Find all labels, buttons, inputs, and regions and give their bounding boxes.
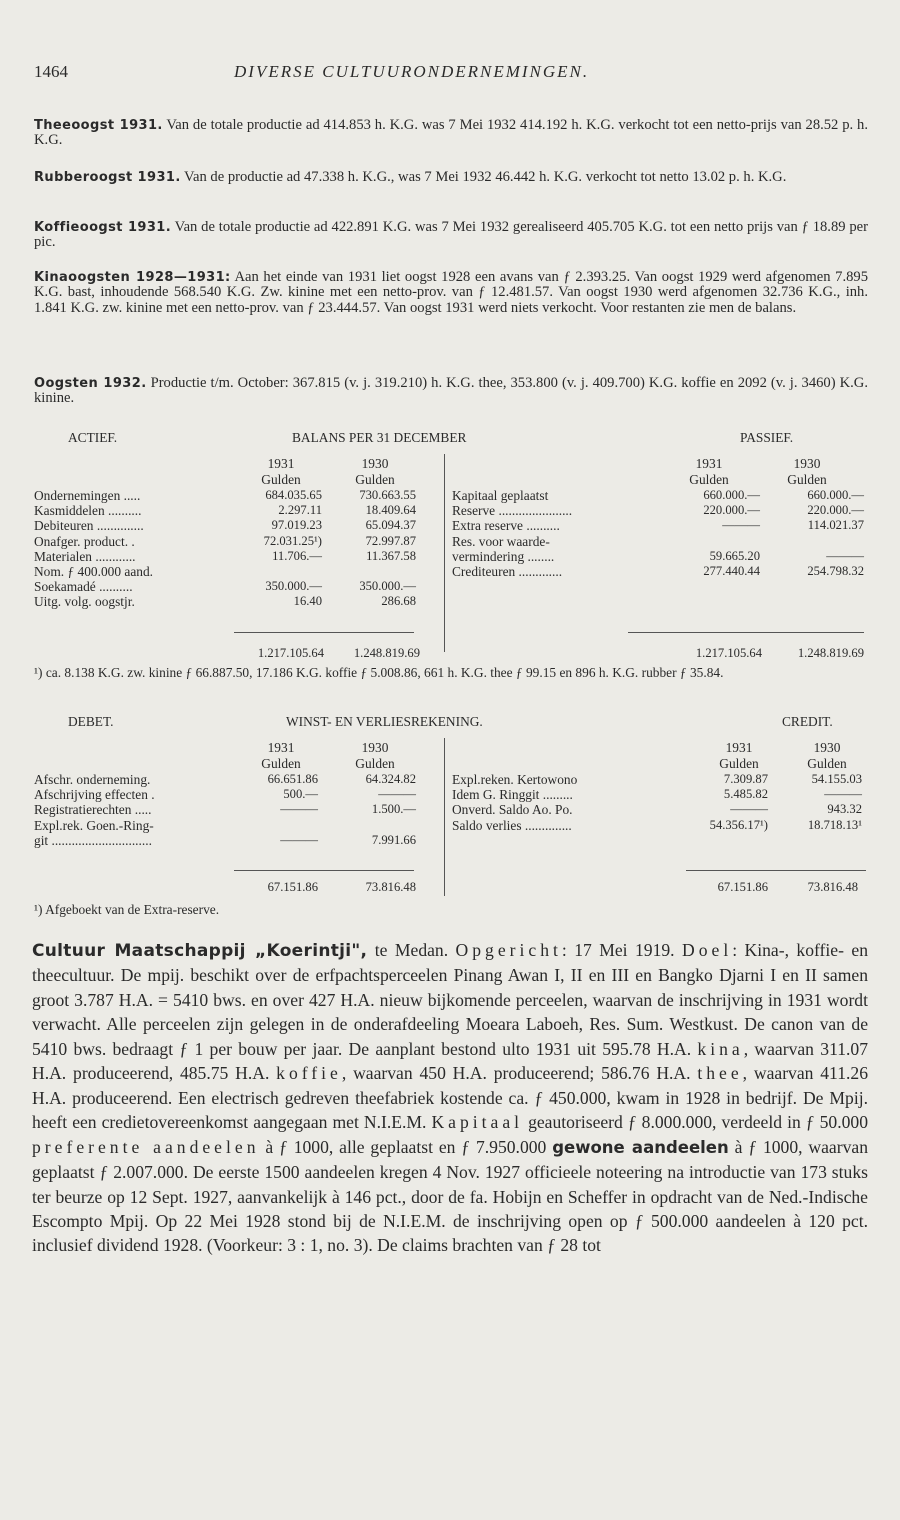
row-label: Saldo verlies .............. [452,817,572,833]
year-label: 1930 [793,456,821,471]
total-actief-1930: 1.248.819.69 [353,646,420,660]
paragraph-text: Van de productie ad 47.338 h. K.G., was 7 Mei 1932 46.442 h. K.G. verkocht tot netto 13.02 p. h. K.G. [180,169,787,185]
value-1931: 59.665.20 [709,548,760,563]
currency-label: Gulden [261,756,301,771]
total-debet-1931: 67.151.86 [267,880,318,894]
value-1930: 943.32 [827,802,862,817]
total-rule [628,632,864,633]
row-label: Afschrijving effecten . [34,787,155,803]
value-1931: 277.440.44 [703,564,760,578]
year-label: 1931 [267,456,295,471]
value-1930: ——— [826,548,864,563]
currency-label: Gulden [355,756,395,771]
value-1931: 220.000.— [703,503,760,518]
row-label: Registratierechten ..... [34,802,152,818]
column-divider [444,454,445,652]
winst-footnote: ¹) Afgeboekt van de Extra-reserve. [34,902,220,917]
currency-label: Gulden [719,756,759,771]
row-label: Res. voor waarde- [452,533,550,549]
row-label: Reserve ...................... [452,503,573,519]
currency-label: Gulden [807,756,847,771]
currency-label: Gulden [355,472,395,487]
text-run: , waarvan 311.07 H.A. produceerend, 485.75 H.A. [32,1038,868,1084]
value-1930: 18.409.64 [365,503,416,518]
total-rule [234,632,414,633]
text-run: , waarvan 411.26 H.A. produceerend. Een electrisch gedreven theefabriek kostende ca. ƒ 450.000, kwam in 1928 in bedrijf. De Mpij. heeft een credietovereenkomst aangegaan met N.I.E.M. [32,1063,868,1133]
value-1931: 2.297.11 [278,503,322,518]
table-row [34,772,868,787]
company-paragraph [32,938,868,1258]
value-1931: 11.706.— [272,548,322,563]
paragraph-theeoogst [34,118,868,149]
value-1930: 64.324.82 [365,772,416,786]
year-label: 1931 [725,740,753,755]
table-row [34,488,868,503]
table-row [34,579,868,594]
currency-label: Gulden [261,472,301,487]
paragraph-koffieoogst [34,220,868,251]
paragraph-kinaoogsten [34,270,868,316]
table-row [34,503,868,518]
row-label: Uitg. volg. oogstjr. [34,594,135,610]
value-1930: 72.997.87 [365,533,416,548]
page-header [34,62,866,86]
year-label: 1930 [813,740,841,755]
spaced-term: preferente aandeelen [32,1136,260,1157]
table-row [34,802,868,817]
balans-title: BALANS PER 31 DECEMBER [292,430,467,445]
paragraph-label: Rubberoogst 1931. [34,170,181,185]
row-label: Expl.reken. Kertowono [452,772,578,787]
actief-heading: ACTIEF. [68,430,118,445]
table-row [34,564,868,579]
value-1930: 660.000.— [807,488,864,502]
value-1931: 660.000.— [703,488,760,502]
text-run: à ƒ 1000, alle geplaatst en ƒ 7.950.000 [259,1136,553,1157]
value-1931: 72.031.25¹) [263,533,322,548]
row-label: Ondernemingen ..... [34,488,141,503]
total-rule [234,870,414,871]
paragraph-text: Aan het einde van 1931 liet oogst 1928 een avans van ƒ 2.393.25. Van oogst 1929 werd afgenomen 7.895 K.G. bast, inhoudende 568.540 K.G. Zw. kinine met een netto-prov. van ƒ 12.481.57. Van oogst 1930 werd afgenomen 32.736 K.G., inh. 1.841 K.G. zw. kinine met een netto-prov. van ƒ 23.444.57. Van oogst 1931 werd niets verkocht. Voor restanten zie men de balans. [34,269,868,316]
spaced-term: Opgericht [455,940,562,960]
table-row [34,549,868,564]
value-1930: 18.718.13¹ [807,817,862,832]
currency-label: Gulden [689,472,729,487]
row-label: Crediteuren ............. [452,564,563,579]
paragraph-oogsten-1932 [34,376,868,407]
winst-verlies-title: WINST- EN VERLIESREKENING. [286,714,483,729]
paragraph-label: Kinaoogsten 1928—1931: [34,270,231,285]
running-title: DIVERSE CULTUURONDERNEMINGEN. [234,62,590,81]
value-1930: 254.798.32 [807,564,864,578]
paragraph-text: Van de totale productie ad 414.853 h. K.G. was 7 Mei 1932 414.192 h. K.G. verkocht tot een netto-prijs van 28.52 p. h. K.G. [34,117,868,149]
value-1931: 5.485.82 [723,787,768,802]
value-1930: 220.000.— [807,503,864,518]
total-passief-1930: 1.248.819.69 [797,646,864,660]
row-label: Extra reserve .......... [452,518,560,534]
row-label: Materialen ............ [34,548,136,564]
row-label: vermindering ........ [452,548,555,564]
value-1931: 500.— [283,787,318,802]
value-1930: 11.367.58 [366,548,416,563]
row-label: Kapitaal geplaatst [452,488,549,503]
value-1930: ——— [378,787,416,802]
value-1931: 7.309.87 [723,772,768,786]
year-label: 1930 [361,740,389,755]
value-1931: 16.40 [293,594,322,609]
text-run: te Medan. [367,940,456,960]
company-name: Cultuur Maatschappij „Koerintji", [32,941,368,961]
spaced-term: Doel [682,940,733,960]
credit-heading: CREDIT. [782,714,833,729]
paragraph-text: Van de totale productie ad 422.891 K.G. was 7 Mei 1932 gerealiseerd 405.705 K.G. tot een netto prijs van ƒ 18.89 per pic. [34,219,868,251]
balans-section [34,430,868,670]
table-row [34,518,868,533]
year-label: 1931 [695,456,723,471]
paragraph-label: Koffieoogst 1931. [34,220,172,235]
value-1931: 684.035.65 [265,488,322,502]
total-rule [686,870,866,871]
row-label: Onverd. Saldo Ao. Po. [452,802,573,818]
value-1931: ——— [722,518,760,533]
value-1931: ——— [730,802,768,817]
paragraph-text: Productie t/m. October: 367.815 (v. j. 319.210) h. K.G. thee, 353.800 (v. j. 409.700) K.G. koffie en 2092 (v. j. 3460) K.G. kinine. [34,375,868,407]
spaced-term: kina [697,1038,744,1059]
row-label: Expl.rek. Goen.-Ring- [34,817,154,833]
row-label: Onafger. product. . [34,533,135,549]
column-divider [444,738,445,896]
value-1930: 1.500.— [371,802,416,817]
text-run: : Kina-, koffie- en theecultuur. De mpij. beschikt over de erfpachtsperceelen Pinang Awan I, II en III en Bangko Djarni I en II samen groot 3.787 H.A. = 5410 bws. en over 427 H.A. nieuw bijkomende perceelen, waarvan de inschrijving in 1931 wordt verwacht. Alle perceelen zijn gelegen in de onderafdeeling Moeara Laboeh, Res. Sum. Westkust. De canon van de 5410 bws. bedraagt ƒ 1 per bouw per jaar. De aanplant bestond ulto 1931 uit 595.78 H.A. [32,940,868,1059]
value-1931: 97.019.23 [271,518,322,533]
value-1930: 65.094.37 [365,518,416,533]
table-row [34,833,868,848]
value-1931: 350.000.— [265,579,322,594]
text-run: : 17 Mei 1919. [561,940,683,960]
bold-term: gewone aandeelen [552,1137,729,1157]
currency-label: Gulden [787,472,827,487]
row-label: Debiteuren .............. [34,518,144,534]
text-run: , waarvan 450 H.A. produceerend; 586.76 H.A. [341,1063,698,1084]
value-1930: 114.021.37 [807,518,864,533]
total-debet-1930: 73.816.48 [365,880,416,894]
page-number: 1464 [34,62,68,81]
spaced-term: koffie [276,1063,342,1084]
row-label: Afschr. onderneming. [34,772,151,787]
year-label: 1931 [267,740,295,755]
spaced-term: Kapitaal [431,1112,524,1133]
spaced-term: thee [697,1063,743,1084]
row-label: Idem G. Ringgit ......... [452,787,573,803]
paragraph-label: Theeoogst 1931. [34,118,163,133]
value-1930: 7.991.66 [371,832,416,847]
table-row [34,787,868,802]
row-label: Kasmiddelen .......... [34,503,142,519]
paragraph-rubberoogst [34,170,868,185]
value-1930: ——— [824,787,862,802]
value-1930: 350.000.— [359,579,416,594]
debet-heading: DEBET. [68,714,114,729]
value-1930: 286.68 [381,594,416,609]
table-row [34,534,868,549]
row-label: git .............................. [34,832,152,848]
table-row [34,594,868,609]
total-passief-1931: 1.217.105.64 [695,646,762,660]
value-1931: 54.356.17¹) [709,817,768,832]
total-credit-1931: 67.151.86 [717,880,768,894]
value-1930: 730.663.55 [359,488,416,502]
text-run: geautoriseerd ƒ 8.000.000, verdeeld in ƒ 50.000 [523,1112,868,1133]
passief-heading: PASSIEF. [740,430,794,445]
value-1931: ——— [280,802,318,817]
paragraph-label: Oogsten 1932. [34,376,147,391]
value-1931: 66.651.86 [267,772,318,786]
total-credit-1930: 73.816.48 [807,880,858,894]
winst-verlies-section [34,714,868,900]
balans-footnote: ¹) ca. 8.138 K.G. zw. kinine ƒ 66.887.50, 17.186 K.G. koffie ƒ 5.008.86, 661 h. K.G. thee ƒ 99.15 en 896 h. K.G. rubber ƒ 35.84. [34,665,724,680]
year-label: 1930 [361,456,389,471]
value-1931: ——— [280,832,318,847]
text-run: à ƒ 1000, waarvan geplaatst ƒ 2.007.000. De eerste 1500 aandeelen kregen 4 Nov. 1927 officieele noteering na introductie van 173 stuks ter beurze op 12 Sept. 1927, aanvankelijk à 146 pct., door de fa. Hobijn en Scheffer in opdracht van de Ned.-Indische Escompto Mpij. Op 22 Mei 1928 stond bij de N.I.E.M. de inschrijving open op ƒ 500.000 aandeelen à 120 pct. inclusief dividend 1928. (Voorkeur: 3 : 1, no. 3). De claims brachten van ƒ 28 tot [32,1136,868,1256]
row-label: Soekamadé .......... [34,579,133,595]
total-actief-1931: 1.217.105.64 [257,646,324,660]
value-1930: 54.155.03 [811,772,862,786]
table-row [34,818,868,833]
row-label: Nom. ƒ 400.000 aand. [34,564,154,579]
